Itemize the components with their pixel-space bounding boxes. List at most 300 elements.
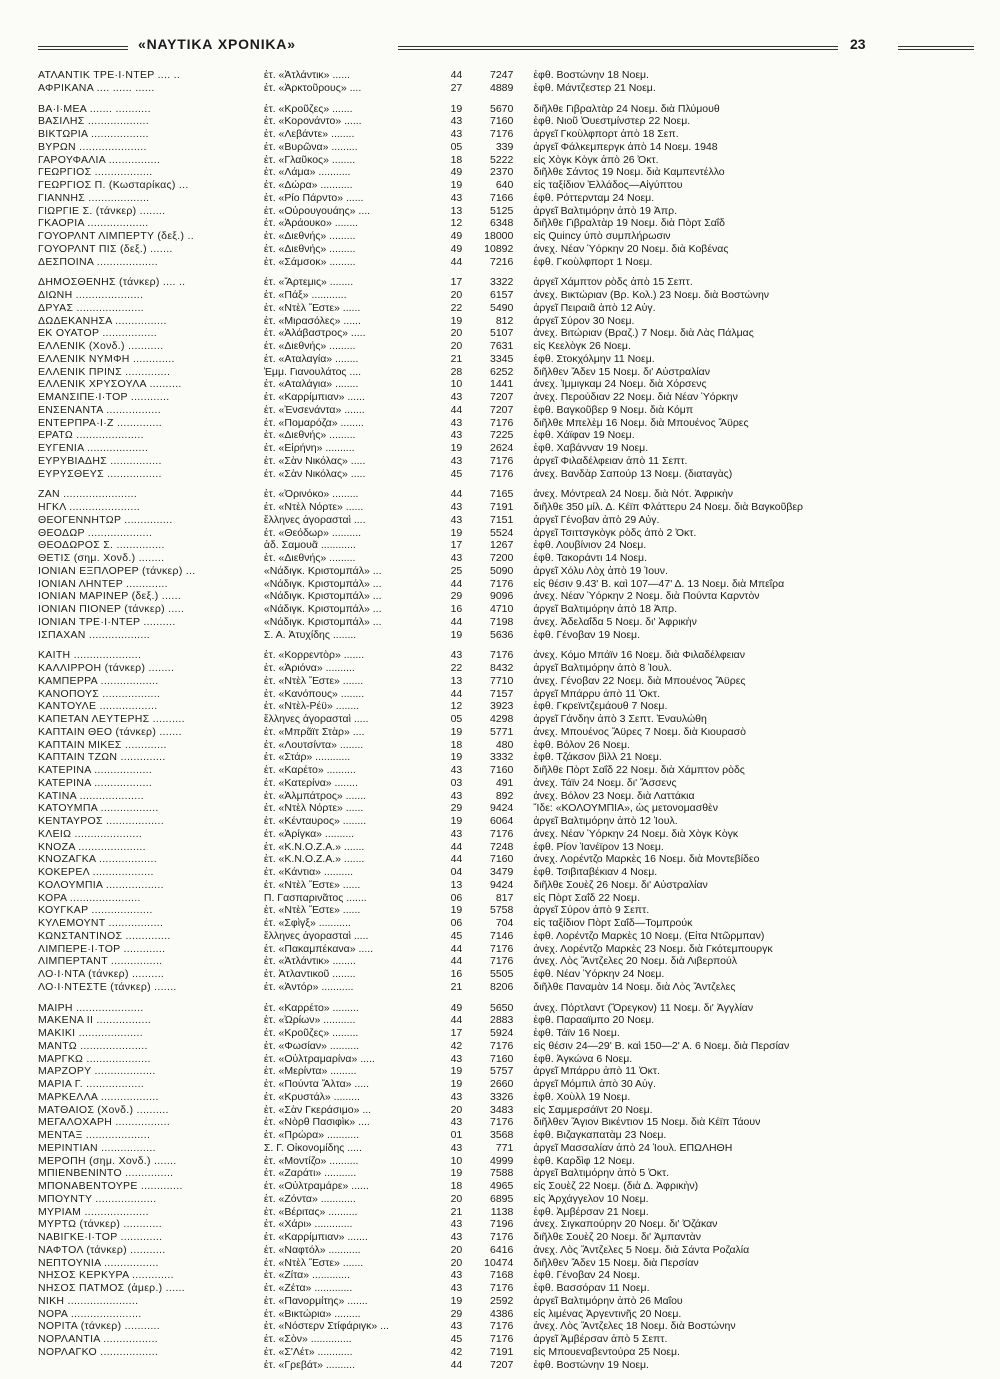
ship-name: ΚΑΠΤΑΙΝ ΤΖΩΝ .............. [38,751,166,764]
ship-row [38,192,828,205]
ship-name: ΜΕΡΟΠΗ (σημ. Χονδ.) ....... [38,1154,177,1167]
ship-company: ἑτ. «Αταλάγια» ........ [263,378,359,391]
ship-row [38,205,828,218]
page-number: 23 [850,36,866,52]
ship-row [38,790,828,803]
ship-row [38,879,828,892]
ship-status: εἰς ταξίδιον Πὸρτ Σαΐδ—Τομπρούκ [533,917,693,929]
ship-row [38,1320,828,1333]
tonnage: 7168 [490,1269,514,1282]
ship-row [38,1155,828,1168]
ship-status: εἰς Ἀρχάγγελον 10 Νοεμ. [533,1192,649,1205]
ship-status: διῆλθε 350 μίλ. Δ. Κέϊπ Φλάττερυ 24 Νοεμ. διὰ Βαγκοῦβερ [533,501,804,513]
ship-company: ἀδ. Σαμουᾶ ............ [263,539,356,552]
build-year: 05 [450,140,463,153]
build-year: 44 [450,69,463,81]
ship-row [38,1002,828,1015]
build-year: 19 [450,526,463,539]
ship-name: ΜΠΟΝΑΒΕΝΤΟΥΡΕ ............. [38,1180,183,1192]
tonnage: 7176 [490,1116,514,1129]
ship-name: ΝΕΠΤΟΥΝΙΑ ................. [38,1256,159,1269]
ship-row [38,1104,828,1117]
ship-status: διῆλθεν Ἄδεν 15 Νοεμ. δι' Αὐστραλίαν [533,365,710,378]
ship-company: ἑτ. «Κρυστάλ» ......... [263,1090,360,1103]
tonnage: 3923 [490,700,514,713]
build-year: 13 [450,878,463,891]
ship-company: ἑτ. «Κάντια» .......... [263,866,354,878]
ship-company: ἑτ. «Σὰν Νικόλας» ..... [263,467,366,480]
tonnage: 7157 [490,687,514,700]
ship-row [38,1116,828,1129]
tonnage: 8206 [490,980,514,993]
ship-company: ἑτ. «Ἀντόρ» ........... [263,980,354,993]
build-year: 42 [450,1039,463,1052]
tonnage: 5524 [490,526,514,539]
tonnage: 7191 [490,501,514,513]
ship-name: ΙΟΝΙΑΝ ΕΞΠΛΟΡΕΡ (τάνκερ) ... [38,564,196,577]
ship-status: ἀνεχ. Πόρτλαντ (Ὄρεγκον) 11 Νοεμ. δι' Ἀγγλίαν [533,1001,754,1014]
build-year: 19 [450,1167,463,1180]
tonnage: 5670 [490,102,514,115]
ship-name: ΝΗΣΟΣ ΠΑΤΜΟΣ (ἀμερ.) ...... [38,1282,185,1294]
build-year: 19 [450,628,463,641]
build-year: 29 [450,1307,463,1320]
build-year: 43 [450,789,463,802]
ship-row [38,841,828,854]
build-year: 12 [450,700,463,713]
ship-status: ἀνεχ. Μόντρεαλ 24 Νοεμ. διὰ Νότ. Ἀφρικὴν [533,488,734,501]
build-year: 01 [450,1129,463,1141]
ship-status: ἐφθ. Βοστώνην 19 Νοεμ. [533,1358,649,1371]
ship-status: ἀργεῖ Φιλαδέλφειαν ἀπὸ 11 Σεπτ. [533,454,688,467]
ship-status: ἀργεῖ Τσιττσγκὸγκ ρὸδς ἀπὸ 2 Ὀκτ. [533,526,697,539]
tonnage: 817 [495,891,514,904]
build-year: 43 [450,1269,463,1282]
ship-row [38,455,828,468]
tonnage: 7176 [490,467,514,480]
build-year: 13 [450,204,463,217]
ship-row [38,726,828,739]
tonnage: 7160 [490,1052,514,1065]
ship-status: ἐφθ. Λουβίνιον 24 Νοεμ. [533,539,647,552]
build-year: 22 [450,301,463,314]
tonnage: 1267 [490,539,514,552]
journal-title: «ΝΑΥΤΙΚΑ ΧΡΟΝΙΚΑ» [138,36,296,52]
ship-row [38,552,828,565]
tonnage: 7165 [490,488,514,501]
ship-company: ἑτ. «Ντὲλ Ἔστε» ...... [263,301,361,314]
ship-company: ἑτ. «Θεόδωρ» .......... [263,526,362,539]
ship-row [38,154,828,167]
tonnage: 7160 [490,764,514,776]
ship-company: Ἐμμ. Γιανουλάτος .... [263,365,362,378]
ship-name: ΜΑΡΙΑ Γ. .................. [38,1078,145,1090]
ship-status: ἀνεχ. Νέαν Ὑόρκην 20 Νοεμ. διὰ Κοβένας [533,242,729,255]
ship-row [38,590,828,603]
ship-name: ΜΕΝΤΑΞ .................... [38,1129,151,1141]
ship-company: «Νάδιγκ. Κριστομπάλ» ... [263,577,382,590]
page-header [38,34,974,56]
build-year: 25 [450,564,463,577]
ship-status: εἰς Χὸγκ Κὸγκ ἀπὸ 26 Ὀκτ. [533,153,659,166]
build-year: 19 [450,179,463,191]
ship-row [38,629,828,642]
ship-status: ἀνεχ. Βόλον 23 Νοεμ. διὰ Λαττάκια [533,789,695,802]
tonnage: 3322 [490,276,514,289]
ship-company: ἑτ. «Ντὲλ Ἔστε» ...... [263,878,361,891]
ship-name: ΓΟΥΟΡΛΝΤ ΠΙΣ (δεξ.) ....... [38,242,173,255]
build-year: 06 [450,891,463,904]
tonnage: 2624 [490,442,514,454]
ship-status: ἀνεχ. Νέαν Ὑόρκην 2 Νοεμ. διὰ Πούντα Καρντὸν [533,590,760,603]
ship-row [38,1333,828,1346]
ship-name: ΘΕΟΔΩΡ .................... [38,526,153,539]
build-year: 44 [450,488,463,501]
ship-row [38,115,828,128]
ship-company: Π. Γασπαρινᾶτος ....... [263,891,367,904]
tonnage: 2660 [490,1078,514,1090]
ship-status: ἀργεῖ Πειραιᾶ ἀπὸ 12 Αὐγ. [533,301,656,314]
ship-company: ἕλληνες ἀγορασταὶ .... [263,513,366,526]
build-year: 43 [450,1231,463,1243]
ship-company: ἑτ. «Καρέτο» .......... [263,764,356,776]
ship-row [38,128,828,141]
ship-name: ΕΛΛΕΝΙΚ (Χονδ.) ........... [38,340,164,352]
tonnage: 771 [495,1141,514,1154]
ship-name: ΜΑΡΖΟΡΥ ................... [38,1065,156,1078]
ship-row [38,429,828,442]
ship-status: ἐφθ. Ρίον Ἰανέϊρον 13 Νοεμ. [533,840,664,853]
ship-status: εἰς ταξίδιον Ἑλλάδος—Αἰγύπτου [533,179,683,191]
ship-name: ΛΙΜΠΕΡΤΑΝΤ ................ [38,955,163,968]
build-year: 29 [450,590,463,603]
ship-status: διῆλθεν Ἅγιον Βικέντιον 15 Νοεμ. διὰ Κέϊπ Τάουν [533,1116,761,1129]
ship-status: ἐφθ. Τζάκσον βὶλλ 21 Νοεμ. [533,751,662,764]
ship-status: ἀργεῖ Φάλκεμπεργκ ἀπὸ 14 Νοεμ. 1948 [533,140,718,153]
ship-company: ἑτ. «Ὀρινόκο» ......... [263,488,359,501]
ship-company: ἑτ. «Διεθνής» ......... [263,552,356,564]
ship-status: ἀνεχ. Λὸς Ἄντζελες 18 Νοεμ. διὰ Βοστώνην [533,1320,736,1333]
ship-status: εἰς Σουὲζ 22 Νοεμ. (διὰ Δ. Ἀφρικὴν) [533,1180,699,1192]
build-year: 18 [450,738,463,751]
build-year: 16 [450,968,463,980]
ship-row [38,578,828,591]
ship-row [38,713,828,726]
ship-company: ἑτ. «Κορονάντο» ...... [263,115,362,128]
ship-status: ἀργεῖ Σύρον ἀπὸ 9 Σεπτ. [533,904,650,917]
ship-group [38,103,828,269]
tonnage: 7176 [490,416,514,429]
build-year: 44 [450,577,463,590]
ship-company: ἑτ. «Χάρι» ............. [263,1218,353,1231]
tonnage: 7247 [490,69,514,81]
ship-name: ΚΑΠΤΑΙΝ ΘΕΟ (τάνκερ) ....... [38,725,182,738]
ship-company: ἕλληνες ἀγορασταὶ ..... [263,929,369,942]
tonnage: 10892 [484,242,514,255]
ship-company: ἑτ. «Βέριτας» .......... [263,1205,358,1218]
ship-row [38,955,828,968]
ship-name: ΕΡΑΤΩ ..................... [38,429,144,442]
ship-status: εἰς Μπουεναβεντούρα 25 Νοεμ. [533,1345,680,1358]
ship-company: ἕλληνες ἀγορασταὶ ..... [263,713,369,725]
ship-name: ΝΑΒΙΓΚΕ·Ι·ΤΟΡ ............. [38,1231,163,1243]
ship-name: ΜΕΡΙΝΤΙΑΝ ................. [38,1141,156,1154]
ship-status: ἀργεῖ Βαλτιμόρην ἀπὸ 8 Ἰουλ. [533,662,672,674]
build-year: 17 [450,539,463,552]
tonnage: 1441 [490,378,514,391]
tonnage: 5924 [490,1027,514,1039]
tonnage: 4965 [490,1180,514,1192]
ship-name: ΕΚ ΟΥΑΤΟΡ ................. [38,327,158,340]
tonnage: 6157 [490,289,514,301]
ship-name: ΚΕΝΤΑΥΡΟΣ .................. [38,815,164,827]
ship-status: ἐφθ. Ἀμβέρσαν 21 Νοεμ. [533,1205,649,1218]
build-year: 03 [450,776,463,789]
ship-status: ἀργεῖ Σύρον 30 Νοεμ. [533,314,635,327]
ship-name: ΙΟΝΙΑΝ ΤΡΕ·Ι·ΝΤΕΡ .......... [38,615,176,628]
ship-name: ΜΕΓΑΛΟΧΑΡΗ ................. [38,1116,171,1129]
tonnage: 3483 [490,1103,514,1116]
ship-name: ΜΑΡΓΚΩ .................... [38,1052,151,1065]
ship-row [38,166,828,179]
ship-status: ἀργεῖ Γάνδην ἀπὸ 3 Σεπτ. Ἐναυλώθη [533,713,707,725]
ship-company: ἑτ. «Μιρασόλες» ...... [263,314,361,327]
ship-row [38,1129,828,1142]
build-year: 19 [450,725,463,738]
tonnage: 10474 [484,1256,514,1269]
ship-name: ΕΥΓΕΝΙΑ ................... [38,442,149,454]
ship-company: ἑτ. «Καρρίμπιαν» ....... [263,1231,368,1243]
tonnage: 5505 [490,968,514,980]
ship-name: ΓΟΥΟΡΛΝΤ ΛΙΜΠΕΡΤΥ (δεξ.) .. [38,230,194,242]
ship-status: εἰς Κεελὸγκ 26 Νοεμ. [533,340,631,352]
tonnage: 5650 [490,1001,514,1014]
ship-company: ἑτ. «Διεθνής» ......... [263,340,356,352]
ship-company: ἑτ. «Πάξ» ............ [263,289,347,301]
build-year: 49 [450,230,463,242]
tonnage: 7631 [490,340,514,352]
ship-row [38,103,828,116]
ship-company: ἑτ. «Οὐλτραμάρε» ...... [263,1180,369,1192]
build-year: 43 [450,649,463,662]
tonnage: 7176 [490,1333,514,1345]
tonnage: 7176 [490,1320,514,1333]
build-year: 13 [450,674,463,687]
ship-company: Σ. Α. Ἀτυχίδης ........ [263,628,357,641]
tonnage: 7176 [490,1039,514,1052]
ship-row [38,1282,828,1295]
build-year: 20 [450,1103,463,1116]
ship-row [38,1180,828,1193]
ship-company: ἑτ. «Σφὶγξ» ........... [263,917,351,929]
ship-company: ἑτ. «Ντὲλ Νόρτε» ...... [263,501,364,513]
ship-row [38,866,828,879]
tonnage: 5125 [490,204,514,217]
ship-company: ἑτ. «Γρεβάτ» .......... [263,1358,356,1371]
ship-row [38,179,828,192]
tonnage: 812 [495,314,514,327]
build-year: 17 [450,276,463,289]
ship-row [38,353,828,366]
ship-name: ΝΟΡΑ ...................... [38,1307,142,1320]
ship-name: ΚΟΛΟΥΜΠΙΑ .................. [38,878,164,891]
tonnage: 1138 [490,1205,514,1218]
tonnage: 5636 [490,628,514,641]
ship-name: ΚΝΟΖΑΓΚΑ .................. [38,853,157,866]
ship-name: ΜΑΝΤΩ ..................... [38,1039,148,1052]
ship-group [38,1002,828,1372]
tonnage: 7176 [490,942,514,955]
ship-row [38,930,828,943]
ship-row [38,904,828,917]
tonnage: 640 [495,179,514,191]
ship-status: διῆλθε Σουὲζ 20 Νοεμ. δι' Ἀμπαντὰν [533,1231,701,1243]
ship-row [38,1244,828,1257]
ship-company: ἑτ. «Φωσίαν» .......... [263,1039,360,1052]
ship-status: διῆλθε Γιβραλτὰρ 19 Νοεμ. διὰ Πὸρτ Σαΐδ [533,217,725,230]
build-year: 29 [450,802,463,815]
ship-status: ἀργεῖ Μπάρρυ ἀπὸ 11 Ὀκτ. [533,687,660,700]
ship-name: ΓΚΑΟΡΙΑ ................... [38,217,149,230]
ship-company: ἑτ. «Νὸρθ Πασιφὶκ» .... [263,1116,370,1129]
ship-name: ΚΝΟΖΑ ..................... [38,840,146,853]
ship-name: ΜΑΚΕΝΑ II ................. [38,1014,152,1027]
ship-name: ΕΝΣΕΝΑΝΤΑ ................. [38,403,161,416]
ship-status: ἀργεῖ Χόλυ Λὸχ ἀπὸ 19 Ἰουν. [533,564,668,577]
ship-row [38,327,828,340]
ship-company: ἑτ. «Ἄρτεμις» ........ [263,276,354,289]
ship-company: ἑτ. «Ἐνσενάντα» ....... [263,403,365,416]
ship-row [38,1206,828,1219]
ship-company: ἑτ. «Μοντίζο» .......... [263,1154,359,1167]
build-year: 20 [450,327,463,340]
ship-company: ἑτ. «Κένταυρος» ........ [263,815,367,827]
ship-row [38,378,828,391]
ship-row [38,230,828,243]
ship-row [38,488,828,501]
ship-status: ἐφθ. Γένοβαν 19 Νοεμ. [533,628,641,641]
ship-row [38,565,828,578]
ship-company: ἑτ. «Πούντα Ἄλτα» ..... [263,1078,369,1090]
ship-row [38,527,828,540]
ship-row [38,289,828,302]
ship-row [38,1257,828,1270]
ship-company: ἑτ. «Πανορμίτης» ....... [263,1294,368,1307]
tonnage: 7176 [490,128,514,140]
ship-status: ἀνεχ. Βανδὰρ Σαπούρ 13 Νοεμ. (διαταγὰς) [533,467,733,480]
tonnage: 7248 [490,840,514,853]
ship-company: ἑτ. «Ντὲλ Ἔστε» ....... [263,1256,364,1269]
ship-company: ἑτ. «Κανόπους» ........ [263,687,365,700]
ship-status: ἐφθ. Γκρεϊντζεμάουθ 7 Νοεμ. [533,700,668,713]
build-year: 18 [450,153,463,166]
tonnage: 7176 [490,577,514,590]
build-year: 19 [450,102,463,115]
ship-row [38,366,828,379]
ship-status: ἀνεχ. Γένοβαν 22 Νοεμ. διὰ Μπουένος Ἄϋρες [533,674,746,687]
ship-company: ἑτ. «Πρώρα» ........... [263,1129,360,1141]
ship-status: εἰς Πὸρτ Σαΐδ 22 Νοεμ. [533,891,640,904]
ship-name: ΚΛΕΙΩ ..................... [38,827,143,840]
tonnage: 7176 [490,1231,514,1243]
ship-group [38,488,828,641]
build-year: 19 [450,442,463,454]
tonnage: 704 [495,917,514,929]
build-year: 45 [450,1333,463,1345]
ship-name: ΝΟΡΙΤΑ (τάνκερ) ........... [38,1320,160,1333]
ship-name: ΚΑΜΠΕΡΡΑ .................. [38,674,159,687]
build-year: 19 [450,815,463,827]
tonnage: 3345 [490,352,514,365]
tonnage: 5758 [490,904,514,917]
build-year: 21 [450,1205,463,1218]
ship-status: εἰς Quincy ὑπὸ συμπλήρωσιν [533,230,671,242]
ship-name: ΕΛΛΕΝΙΚ ΧΡΥΣΟΥΛΑ .......... [38,378,182,391]
ship-company: ἑτ. «Σὸν» .............. [263,1333,352,1345]
build-year: 04 [450,866,463,878]
ship-name: ΚΑΝΤΟΥΛΕ .................. [38,700,158,713]
build-year: 28 [450,365,463,378]
ship-name: ΔΩΔΕΚΑΝΗΣΑ ................ [38,314,167,327]
build-year: 45 [450,929,463,942]
ship-row [38,417,828,430]
ship-name: ΔΡΥΑΣ ..................... [38,301,145,314]
ship-name: ΜΥΡΙΑΜ .................... [38,1205,149,1218]
ship-name: ΚΑΤΟΥΜΠΑ .................. [38,802,159,815]
ship-row [38,815,828,828]
ship-name: ΚΑΠΕΤΑΝ ΛΕΥΤΕΡΗΣ .......... [38,713,185,725]
ship-row [38,917,828,930]
ship-name: ΓΑΡΟΥΦΑΛΙΑ ................ [38,153,161,166]
ship-row [38,1295,828,1308]
ship-name: ΓΙΑΝΝΗΣ ................... [38,191,150,204]
tonnage: 6064 [490,815,514,827]
ship-name: ΚΑΤΕΡΙΝΑ .................. [38,776,153,789]
ship-row [38,1218,828,1231]
tonnage: 7216 [490,255,514,268]
build-year: 43 [450,416,463,429]
build-year: 21 [450,980,463,993]
ship-row [38,853,828,866]
ship-company: ἑτ. «Κροῦζες» ......... [263,1027,359,1039]
tonnage: 7176 [490,1282,514,1294]
ship-company: ἑτ. «Πομαρόζα» ........ [263,416,364,429]
ship-row [38,1142,828,1155]
tonnage: 7198 [490,615,514,628]
ship-status: ἀνεχ. Βιτώριαν (Βραζ.) 7 Νοεμ. διὰ Λὰς Πάλμας [533,327,754,340]
tonnage: 5490 [490,301,514,314]
ship-company: ἑτ. «Βυρῶνα» ......... [263,140,358,153]
ship-row [38,777,828,790]
ship-group [38,276,828,480]
ship-status: ἀργεῖ Μπάρρυ ἀπὸ 11 Ὀκτ. [533,1065,660,1078]
build-year: 05 [450,713,463,725]
tonnage: 4889 [490,81,514,94]
ship-company: ἑτ. «Ἀτλάντικ» ...... [263,69,350,81]
tonnage: 7146 [490,929,514,942]
ship-name: ΔΕΣΠΟΙΝΑ ................... [38,255,158,268]
ship-status: ἐφθ. Μάντζεστερ 21 Νοεμ. [533,81,656,94]
tonnage: 7207 [490,1358,514,1371]
ship-company: ἑτ. «Ναφτόλ» ........... [263,1243,361,1256]
ship-name: ΒΙΚΤΩΡΙΑ .................. [38,128,149,140]
tonnage: 6416 [490,1243,514,1256]
build-year: 20 [450,340,463,352]
ship-status: ἀνεχ. Κόμο Μπάϊν 16 Νοεμ. διὰ Φιλαδέλφειαν [533,649,745,662]
ship-row [38,315,828,328]
tonnage: 9424 [490,878,514,891]
ship-company: ἑτ. «Ἀρίγκα» .......... [263,827,355,840]
